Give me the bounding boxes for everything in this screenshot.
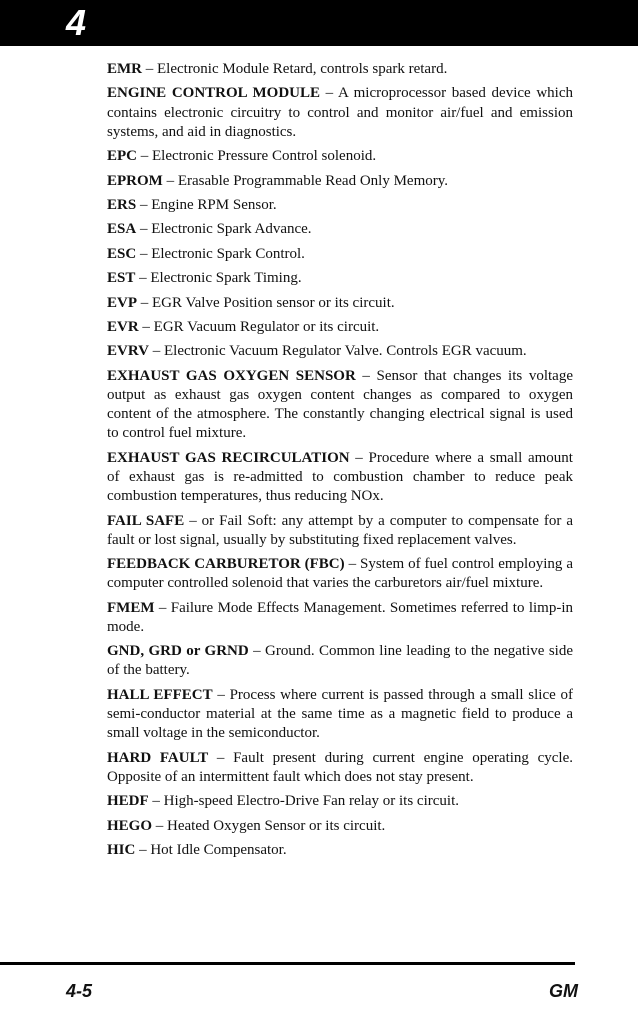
glossary-term: ESC	[107, 245, 137, 262]
glossary-term: FMEM	[107, 599, 155, 616]
glossary-definition: – Hot Idle Compensator.	[135, 842, 287, 859]
chapter-number: 4	[66, 2, 87, 43]
glossary-entry	[107, 269, 573, 288]
glossary-term: EVRV	[107, 343, 149, 360]
glossary-term: EVP	[107, 294, 137, 311]
glossary-entry	[107, 792, 573, 811]
glossary-definition: – Fault present during current engine operating cycle. Opposite of an intermittent fault which does not stay present.	[107, 749, 573, 785]
glossary-term: EPROM	[107, 172, 163, 189]
glossary-term: HEDF	[107, 793, 149, 810]
glossary-entry	[107, 512, 573, 550]
glossary-list	[107, 60, 573, 865]
glossary-term: EMR	[107, 61, 142, 77]
glossary-entry	[107, 245, 573, 264]
glossary-entry	[107, 367, 573, 444]
glossary-term: EVR	[107, 318, 139, 335]
glossary-entry	[107, 318, 573, 337]
glossary-term: HEGO	[107, 817, 153, 834]
glossary-term: HALL EFFECT	[107, 686, 213, 703]
glossary-definition: – Electronic Vacuum Regulator Valve. Controls EGR vacuum.	[148, 343, 527, 360]
glossary-entry	[107, 817, 573, 836]
glossary-term: HIC	[107, 842, 136, 859]
glossary-term: ERS	[107, 196, 137, 213]
glossary-term: FEEDBACK CARBURETOR (FBC)	[107, 556, 345, 573]
glossary-term: ENGINE CONTROL MODULE	[107, 85, 320, 102]
glossary-entry	[107, 841, 573, 860]
glossary-entry	[107, 220, 573, 239]
glossary-entry	[107, 555, 573, 593]
glossary-entry	[107, 342, 573, 361]
glossary-definition: – EGR Valve Position sensor or its circuit.	[137, 294, 395, 311]
glossary-term: EST	[107, 270, 136, 287]
glossary-definition: – Ground. Common line leading to the negative side of the battery.	[107, 643, 573, 679]
glossary-entry	[107, 642, 573, 680]
glossary-entry	[107, 60, 573, 79]
page-number: 4-5	[66, 981, 93, 1001]
glossary-definition: – Electronic Pressure Control solenoid.	[137, 148, 377, 165]
glossary-entry	[107, 449, 573, 507]
glossary-definition: – or Fail Soft: any attempt by a computer to compensate for a fault or lost signal, usually by substituting fixed replacement valves.	[107, 512, 573, 548]
glossary-definition: – Electronic Spark Advance.	[136, 221, 312, 238]
glossary-entry	[107, 686, 573, 744]
glossary-entry	[107, 599, 573, 637]
glossary-definition: – Erasable Programmable Read Only Memory.	[162, 172, 449, 189]
glossary-term: FAIL SAFE	[107, 512, 185, 529]
glossary-definition: – System of fuel control employing a computer controlled solenoid that varies the carburetors air/fuel mixture.	[107, 556, 573, 592]
glossary-entry	[107, 749, 573, 787]
glossary-term: GND, GRD or GRND	[107, 643, 249, 660]
glossary-definition: – A microprocessor based device which contains electronic circuitry to control and monitor air/fuel and emission systems, and aid in diagnostics.	[107, 85, 573, 140]
glossary-definition: – Procedure where a small amount of exhaust gas is re-admitted to combustion chamber to reduce peak combustion temperatures, thus reducing NOx.	[107, 449, 573, 505]
glossary-definition: – EGR Vacuum Regulator or its circuit.	[138, 318, 380, 335]
footer-divider	[0, 962, 575, 965]
glossary-entry	[107, 84, 573, 142]
glossary-definition: – Electronic Module Retard, controls spark retard.	[142, 61, 448, 77]
glossary-term: ESA	[107, 221, 137, 238]
footer-brand: GM	[549, 981, 578, 1001]
glossary-term: EXHAUST GAS OXYGEN SENSOR	[107, 367, 356, 384]
glossary-entry	[107, 196, 573, 215]
glossary-definition: – Electronic Spark Control.	[136, 245, 305, 262]
glossary-definition: – Sensor that changes its voltage output as exhaust gas oxygen content changes as compared to oxygen content of the atmosphere. The constantly changing electrical signal is used to control fuel mixture.	[107, 367, 573, 442]
glossary-term: HARD FAULT	[107, 749, 209, 766]
glossary-entry	[107, 172, 573, 191]
glossary-entry	[107, 294, 573, 313]
glossary-term: EXHAUST GAS RECIRCULATION	[107, 449, 350, 466]
glossary-definition: – Engine RPM Sensor.	[136, 196, 277, 213]
glossary-definition: – Failure Mode Effects Management. Sometimes referred to limp-in mode.	[107, 599, 573, 635]
glossary-definition: – Process where current is passed through a small slice of semi-conductor material at the same time as a magnetic field to produce a small voltage in the semiconductor.	[107, 686, 573, 742]
glossary-definition: – High-speed Electro-Drive Fan relay or its circuit.	[148, 793, 459, 810]
glossary-definition: – Electronic Spark Timing.	[135, 270, 302, 287]
chapter-header-bar	[0, 0, 638, 46]
glossary-definition: – Heated Oxygen Sensor or its circuit.	[152, 817, 386, 834]
glossary-term: EPC	[107, 148, 137, 165]
glossary-entry	[107, 147, 573, 166]
